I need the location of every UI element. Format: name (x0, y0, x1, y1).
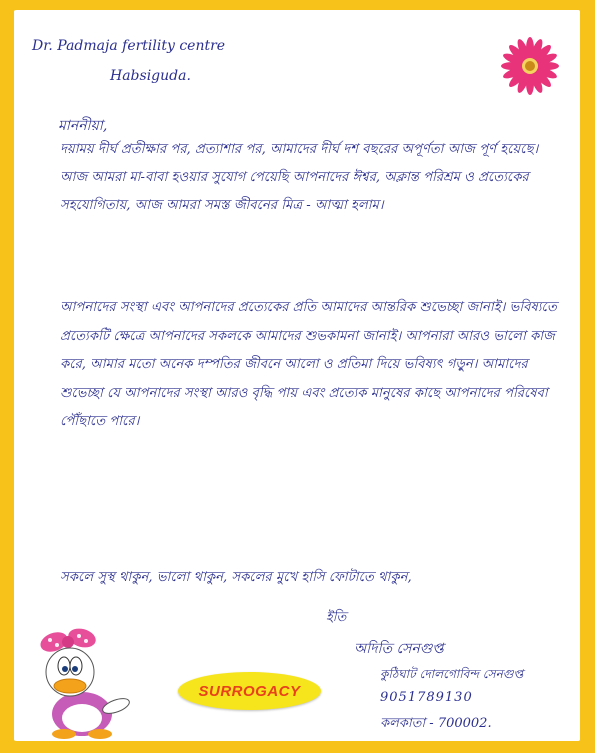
cartoon-duck-image (24, 628, 142, 740)
closing: ইতি (326, 610, 347, 625)
signature: অদিতি সেনগুপ্ত (354, 641, 444, 657)
letter-page (14, 10, 580, 741)
clinic-location: Habsiguda. (110, 68, 191, 84)
badge-label: SURROGACY (198, 682, 301, 700)
flower-image (500, 36, 560, 96)
sender-address-line: কুঠিঘাট দোলগোবিন্দ সেনগুপ্ত (380, 667, 524, 681)
paragraph-2: আপনাদের সংস্থা এবং আপনাদের প্রত্যেকের প্রতি আমাদের আন্তরিক শুভেচ্ছা জানাই। ভবিষ্যতে প্রত্যেকটি ক্ষেত্রে আপনাদের সকলকে আমাদের শুভকামনা জানাই। আপনারা আরও ভালো কাজ করে, আমার মতো অনেক দম্পতির জীবনে আলো ও প্রতিমা দিয়ে ভবিষ্যৎ গড়ুন। আমাদের শুভেচ্ছা যে আপনাদের সংস্থা আরও বৃদ্ধি পায় এবং প্রত্যেক মানুষের কাছে আপনাদের পরিষেবা পৌঁছাতে পারে। (60, 300, 557, 429)
surrogacy-badge (178, 672, 321, 710)
clinic-name: Dr. Padmaja fertility centre (32, 38, 226, 54)
sender-phone: 9051789130 (380, 690, 473, 705)
paragraph-1: দয়াময় দীর্ঘ প্রতীক্ষার পর, প্রত্যাশার পর, আমাদের দীর্ঘ দশ বছরের অপূর্ণতা আজ পূর্ণ হয়েছে। আজ আমরা মা-বাবা হওয়ার সুযোগ পেয়েছি আপনাদের ঈশ্বর, অক্লান্ত পরিশ্রম ও প্রত্যেকের সহযোগিতায়, আজ আমরা সমস্ত জীবনের মিত্র - আত্মা হলাম। (60, 142, 539, 213)
salutation: মাননীয়া, (58, 118, 108, 134)
paragraph-3: সকলে সুস্থ থাকুন, ভালো থাকুন, সকলের মুখে হাসি ফোটাতে থাকুন, (60, 570, 412, 585)
sender-address-city: কলকাতা - 700002. (380, 716, 492, 731)
